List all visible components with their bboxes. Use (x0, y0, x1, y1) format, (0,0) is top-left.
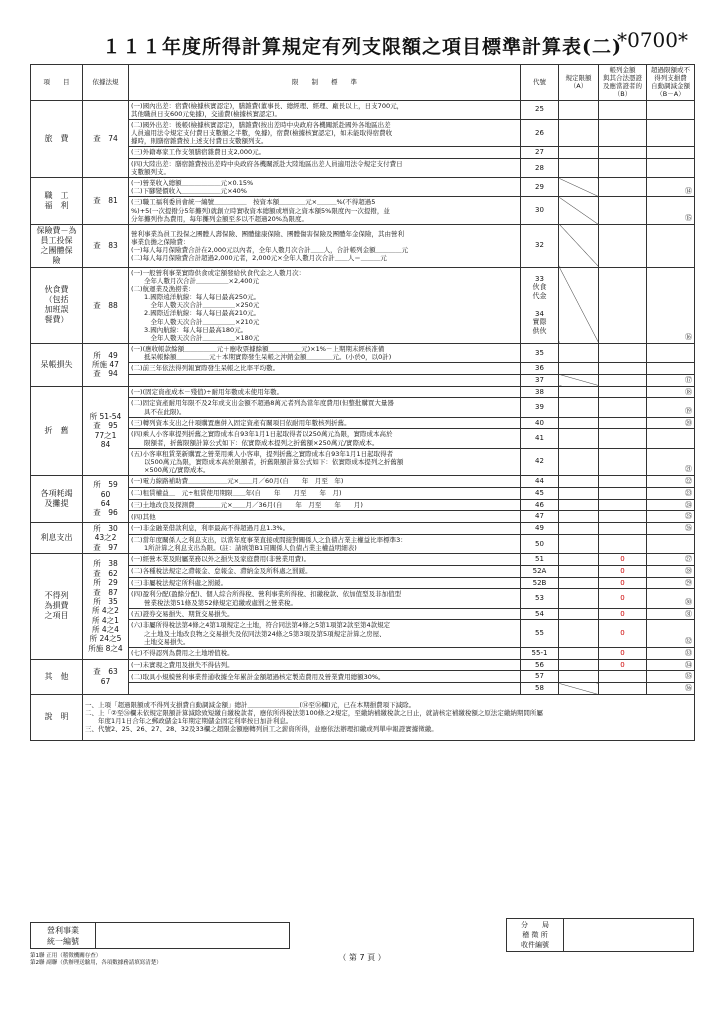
row-code: 47 (521, 511, 559, 523)
limit-amount-cell[interactable] (559, 267, 599, 343)
receipt-number-field[interactable] (564, 919, 694, 952)
booked-amount-cell[interactable] (599, 267, 647, 343)
excess-amount-cell[interactable] (647, 224, 695, 267)
booked-amount-cell[interactable] (599, 343, 647, 362)
limit-standard: (二)固定資產耐用年限不及2年或支出金額不超過8萬元者列為當年度費用(但整批購買大量器 具不在此限)。 (129, 398, 521, 417)
law-reference: 所 38 查 62 所 29 查 87 所 35 所 4之2 所 4之1 所 4之4 所 24之5 所施 8之4 (83, 554, 129, 659)
limit-standard: (四)其他 (129, 511, 521, 523)
booked-amount-cell[interactable]: 0 (599, 620, 647, 647)
excess-amount-cell[interactable]: ㉟ (647, 671, 695, 683)
item-category: 利息支出 (31, 523, 83, 554)
row-code: 46 (521, 499, 559, 511)
row-code: 37 (521, 374, 559, 386)
row-code: 55 (521, 620, 559, 647)
law-reference: 所 59 60 64 查 96 (83, 476, 129, 523)
booked-amount-cell[interactable] (599, 671, 647, 683)
limit-standard: (二)當年度關係人之利息支出，以當年度事業直接或間接對關係人之負債占業主權益比率標準3： 1所計算之利息支出為限。(註：請填第B1頁關係人負債占業主權益明細表) (129, 534, 521, 553)
law-reference: 所 49 所施 47 查 94 (83, 343, 129, 386)
law-reference: 查 63 67 (83, 659, 129, 694)
booked-amount-cell[interactable]: 0 (599, 554, 647, 566)
header-excess: 超過限額或不 得列支損費 自動調減金額 （B－A） (647, 65, 695, 101)
limit-amount-cell[interactable] (559, 577, 599, 589)
item-category: 其 他 (31, 659, 83, 694)
item-category: 伙食費 （包括 加班誤 餐費） (31, 267, 83, 343)
header-limit-a: 規定限額 （A） (559, 65, 599, 101)
booked-amount-cell[interactable] (599, 386, 647, 398)
limit-standard: (七)不得認列為費用之土地增值稅。 (129, 647, 521, 659)
booked-amount-cell[interactable]: 0 (599, 589, 647, 608)
table-row (31, 386, 695, 398)
limit-standard: (五)證券交易損失、期貨交易損失。 (129, 608, 521, 620)
table-row (31, 417, 695, 429)
table-row (31, 487, 695, 499)
limit-amount-cell[interactable] (559, 683, 599, 695)
law-reference: 查 81 (83, 178, 129, 225)
limit-amount-cell[interactable] (559, 119, 599, 146)
table-row (31, 647, 695, 659)
booked-amount-cell[interactable] (599, 534, 647, 553)
excess-amount-cell[interactable]: ㉙ (647, 577, 695, 589)
limit-amount-cell[interactable] (559, 374, 599, 386)
booked-amount-cell[interactable]: 0 (599, 577, 647, 589)
limit-amount-cell[interactable] (559, 523, 599, 535)
excess-amount-cell[interactable] (647, 343, 695, 362)
excess-amount-cell[interactable]: ㉚ (647, 589, 695, 608)
row-code: 42 (521, 448, 559, 475)
excess-amount-cell[interactable]: ㉞ (647, 659, 695, 671)
limit-standard: (四)乘人小客車提列折舊之實際成本自93年1月1日起取得者以250萬元為限，實際成本高於 限額者，折舊限額計算公式如下：依實際成本提列之折舊額×250萬元/實際成本。 (129, 429, 521, 448)
notes-text: 一、上項「超過限額或不得列支損費自動調減金額」總計＿＿＿＿＿＿＿＿(⑭至㊱欄)元，已在本期損費項下減除。 二、上「②至㊱欄未依規定限額計算減除致短繳自繳稅款者，應依所得稅法第100條之2規定，至繳納補繳稅款之日止，就請核定補繳稅額之原法定繳納期間所屬 年度1月1日合年之郵政儲金1年期定期儲金固定利率按日加計利息。 三、代號2、25、26、27、28、32及33欄之超限金額應轉列員工之薪資所得，並應依法辦理扣繳或列單申報證實據徵繳。 (83, 694, 695, 740)
table-row (31, 374, 695, 386)
limit-amount-cell[interactable] (559, 671, 599, 683)
limit-standard: (四)大陸出差：膳宿雜費按出差時中央政府各機關派赴大陸地區出差人員適用法令規定支付費日 支數額列支。 (129, 158, 521, 177)
table-row (31, 499, 695, 511)
row-code: 33 伙食 代金 34 實際 供伙 (521, 267, 559, 343)
header-item: 項 目 (31, 65, 83, 101)
excess-amount-cell[interactable]: ⑰ (647, 374, 695, 386)
booked-amount-cell[interactable]: 0 (599, 659, 647, 671)
row-code: 38 (521, 386, 559, 398)
row-code: 45 (521, 487, 559, 499)
row-code: 51 (521, 554, 559, 566)
limit-standard: (六)非屬所得稅法第4條之4第1項規定之土地，符合同法第4條之5第1項第2款至第4款規定 之土地及土地改良物之交易損失及依同法第24條之5第3項及第5項規定計算之房屋、 土地交易損失。 (129, 620, 521, 647)
limit-standard: (三)職工福利委員會統一編號＿＿＿＿＿ 按資本額＿＿＿＿元×＿＿＿%(不得超過5 %)+5(一次提撥分5年攤列)就創立時實收資本總額或增資之資本額5%限度內一次提撥，並 分年攤列作為費用，每年攤列金額至多以不超過20%為限度。 (129, 197, 521, 224)
item-category: 職 工 福 利 (31, 178, 83, 225)
excess-amount-cell[interactable]: ㉜ (647, 620, 695, 647)
table-row (31, 197, 695, 224)
limit-standard: (二)前三年依法得列報實際發生呆帳之比率平均數。 (129, 363, 521, 375)
booked-amount-cell[interactable]: 0 (599, 608, 647, 620)
form-title: １１１年度所得計算規定有列支限額之項目標準計算表(二) (102, 36, 622, 58)
row-code: 57 (521, 671, 559, 683)
booked-amount-cell[interactable] (599, 476, 647, 488)
excess-amount-cell[interactable] (647, 429, 695, 448)
booked-amount-cell[interactable] (599, 499, 647, 511)
limit-standard (129, 683, 521, 695)
excess-amount-cell[interactable]: ㉝ (647, 647, 695, 659)
limit-amount-cell[interactable] (559, 158, 599, 177)
limit-amount-cell[interactable] (559, 178, 599, 197)
limit-standard: (一)營業收入總額＿＿＿＿＿＿元×0.15% (二)下腳變價收入＿＿＿＿＿＿元×40% (129, 178, 521, 197)
item-category: 呆帳損失 (31, 343, 83, 386)
limit-amount-cell[interactable] (559, 224, 599, 267)
business-id-field[interactable] (96, 923, 290, 949)
limit-standard: (四)盈利分配(盈餘分配)、個人綜合所得稅、營利事業所得稅、扣繳稅款、依加值型及非加值型 營業稅法第51條及第52條規定追繳或處罰之營業稅。 (129, 589, 521, 608)
booked-amount-cell[interactable] (599, 448, 647, 475)
booked-amount-cell[interactable] (599, 224, 647, 267)
receipt-box (506, 918, 694, 952)
table-row (31, 147, 695, 159)
item-category: 各項耗竭 及攤提 (31, 476, 83, 523)
limit-amount-cell[interactable] (559, 448, 599, 475)
page-number: （ 第 7 頁 ） (338, 953, 386, 962)
booked-amount-cell[interactable] (599, 374, 647, 386)
table-row (31, 511, 695, 523)
limit-amount-cell[interactable] (559, 363, 599, 375)
booked-amount-cell[interactable] (599, 398, 647, 417)
table-row (31, 523, 695, 535)
excess-amount-cell[interactable] (647, 158, 695, 177)
business-id-label: 營利事業 統一編號 (31, 923, 96, 949)
excess-amount-cell[interactable]: ⑮ (647, 197, 695, 224)
excess-amount-cell[interactable]: ㉑ (647, 448, 695, 475)
business-id-box (30, 922, 290, 949)
limit-standard: 營利事業為員工投保之團體人壽保險、團體健康保險、團體傷害保險及團體年金保險，其由營利 事業負擔之保險費： (一)每人每月保險費合計在2,000元以內者，全年人數月次合計＿＿人，合計帳列金額＿＿＿＿元 (二)每人每月保險費合計超過2,000元者，2,000元×全年人數月次合計＿＿人＝＿＿＿元 (129, 224, 521, 267)
limit-standard: (三)非屬稅法規定所科處之罰鍰。 (129, 577, 521, 589)
excess-amount-cell[interactable]: ㊱ (647, 683, 695, 695)
table-row (31, 267, 695, 343)
table-row (31, 683, 695, 695)
limit-standard: (二)取具小規模營利事業普通收據全年累計金額超過核定製造費用及營業費用總額30%。 (129, 671, 521, 683)
limit-standard: (三)外籍專家工作支領膳宿雜費日支2,000元。 (129, 147, 521, 159)
limit-standard: (二)租賃權益＿ 元÷租賃使用期限＿＿年(自 年 月至 年 月) (129, 487, 521, 499)
excess-amount-cell[interactable]: ⑱ (647, 386, 695, 398)
booked-amount-cell[interactable]: 0 (599, 647, 647, 659)
excess-amount-cell[interactable] (647, 534, 695, 553)
limit-amount-cell[interactable] (559, 147, 599, 159)
table-row (31, 158, 695, 177)
row-code: 50 (521, 534, 559, 553)
law-reference: 所 51-54 查 95 77之1 84 (83, 386, 129, 475)
row-code: 52B (521, 577, 559, 589)
limit-amount-cell[interactable] (559, 487, 599, 499)
row-code: 29 (521, 178, 559, 197)
excess-amount-cell[interactable]: ⑭ (647, 178, 695, 197)
header-law: 依據法規 (83, 65, 129, 101)
row-code: 30 (521, 197, 559, 224)
limit-amount-cell[interactable] (559, 386, 599, 398)
limit-amount-cell[interactable] (559, 417, 599, 429)
excess-amount-cell[interactable]: ㉖ (647, 523, 695, 535)
table-row (31, 620, 695, 647)
excess-amount-cell[interactable]: ⑲ (647, 398, 695, 417)
booked-amount-cell[interactable] (599, 683, 647, 695)
booked-amount-cell[interactable] (599, 511, 647, 523)
row-code: 49 (521, 523, 559, 535)
limit-standard: (一)經營本業及附屬業務以外之損失及家庭費用(非營業用費)。 (129, 554, 521, 566)
booked-amount-cell[interactable] (599, 487, 647, 499)
limit-amount-cell[interactable] (559, 343, 599, 362)
table-row (31, 448, 695, 475)
limit-standard: (五)小客車租賃業新購置之營業用乘人小客車，提列折舊之實際成本自93年1月1日起取得者 以500萬元為限，實際成本高於限額者，折舊限額計算公式如下：依實際成本提列之折舊額 ×500萬元/實際成本。 (129, 448, 521, 475)
row-code: 54 (521, 608, 559, 620)
limit-amount-cell[interactable] (559, 197, 599, 224)
row-code: 39 (521, 398, 559, 417)
limit-amount-cell[interactable] (559, 499, 599, 511)
row-code: 52A (521, 565, 559, 577)
row-code: 26 (521, 119, 559, 146)
excess-amount-cell[interactable]: ㉕ (647, 511, 695, 523)
row-code: 27 (521, 147, 559, 159)
excess-amount-cell[interactable]: ㉓ (647, 487, 695, 499)
excess-amount-cell[interactable]: ⑯ (647, 267, 695, 343)
table-row (31, 565, 695, 577)
table-row (31, 534, 695, 553)
copy-notes: 第1聯 正用（稽徵機關存查） 第2聯 副聯（供辦理送驗用，各項數據務請填寫清楚） (30, 953, 162, 967)
table-row (31, 119, 695, 146)
law-reference: 所 30 43之2 查 97 (83, 523, 129, 554)
limit-amount-cell[interactable] (559, 534, 599, 553)
booked-amount-cell[interactable] (599, 197, 647, 224)
limit-standard: (一)國內出差：宿費(檢據核實認定)，膳雜費(董事長、總經理、經理、廠長以上，日支700元， 其他職員日支600元免據)，交通費(檢據核實認定)。 (129, 100, 521, 119)
table-row (31, 659, 695, 671)
booked-amount-cell[interactable] (599, 429, 647, 448)
row-code: 25 (521, 100, 559, 119)
item-category: 保險費－為 員工投保 之團體保 險 (31, 224, 83, 267)
row-code: 35 (521, 343, 559, 362)
table-row (31, 100, 695, 119)
table-row (31, 589, 695, 608)
form-code: *0700* (617, 28, 688, 52)
header-standard: 限 制 標 準 (129, 65, 521, 101)
excess-amount-cell[interactable]: ㉘ (647, 565, 695, 577)
excess-amount-cell[interactable]: ㉗ (647, 554, 695, 566)
receipt-label: 分 局 稽 徵 所 收件編號 (507, 919, 564, 952)
notes-label: 說 明 (31, 694, 83, 740)
law-reference: 查 83 (83, 224, 129, 267)
row-code: 53 (521, 589, 559, 608)
row-code: 40 (521, 417, 559, 429)
table-row (31, 224, 695, 267)
limit-standard: (一)電力線路補助費＿＿＿＿＿＿元×＿＿月／60月(自 年 月至 年) (129, 476, 521, 488)
limit-amount-cell[interactable] (559, 554, 599, 566)
limit-standard: (一)(應收帳款餘額＿＿＿＿＿元＋應收票據餘額＿＿＿＿＿元)×1%－上期期末經核准備 抵呆帳餘額＿＿＿＿＿元＋本期實際發生呆帳之沖銷金額＿＿＿＿元。(小於0，以0計) (129, 343, 521, 362)
limit-amount-cell[interactable] (559, 398, 599, 417)
table-row (31, 178, 695, 197)
item-category: 折 舊 (31, 386, 83, 475)
row-code: 55-1 (521, 647, 559, 659)
excess-amount-cell[interactable]: ㉔ (647, 499, 695, 511)
booked-amount-cell[interactable] (599, 100, 647, 119)
booked-amount-cell[interactable] (599, 417, 647, 429)
table-row (31, 343, 695, 362)
limit-standard: (一)非金融業借款利息，利率最高不得超過月息1.3%。 (129, 523, 521, 535)
header-code: 代號 (521, 65, 559, 101)
limit-amount-cell[interactable] (559, 608, 599, 620)
limit-amount-cell[interactable] (559, 429, 599, 448)
row-code: 36 (521, 363, 559, 375)
limit-amount-cell[interactable] (559, 565, 599, 577)
limit-amount-cell[interactable] (559, 511, 599, 523)
limit-amount-cell[interactable] (559, 647, 599, 659)
limit-standard: (一)一般營利事業實際供食或定額發給伙食代金之人數月次： 全年人數月次合計＿＿＿＿＿×2,400元 (二)航運業及漁撈業： 1.國際遠洋航線：每人每日最高250元。 全年人數天次合計＿＿＿＿＿×250元 2.國際近洋航線：每人每日最高210元。 全年人數天次合計＿＿＿＿＿×210元 3.國內航線：每人每日最高180元。 全年人數天次合計＿＿＿＿＿×180元 (129, 267, 521, 343)
row-code: 58 (521, 683, 559, 695)
limit-amount-cell[interactable] (559, 620, 599, 647)
limit-standard: (三)轉列資本支出之什項購置應併入固定資產有關項目依耐用年數核列折舊。 (129, 417, 521, 429)
limit-standard: (二)國外出差：後帳(檢據核實認定)，膳雜費(按出差時中央政府各機關派赴國外各地區出差 人員適用法令規定支付費日支數額之半數，免據)，宿費(檢據核實認定)，如未能取得宿費收 據時，則膳宿雜費按上述支付費日支數額列支。 (129, 119, 521, 146)
table-row (31, 363, 695, 375)
limit-amount-cell[interactable] (559, 659, 599, 671)
excess-amount-cell[interactable] (647, 147, 695, 159)
header-booked-b: 帳列金額 與其合法憑證 及應當證者的 （B） (599, 65, 647, 101)
table-row (31, 577, 695, 589)
item-category: 不得列 為損費 之項目 (31, 554, 83, 659)
limit-standard (129, 374, 521, 386)
excess-amount-cell[interactable]: ㉒ (647, 476, 695, 488)
row-code: 28 (521, 158, 559, 177)
booked-amount-cell[interactable] (599, 158, 647, 177)
booked-amount-cell[interactable] (599, 523, 647, 535)
excess-amount-cell[interactable] (647, 100, 695, 119)
excess-amount-cell[interactable] (647, 363, 695, 375)
row-code: 44 (521, 476, 559, 488)
excess-amount-cell[interactable]: ⑳ (647, 417, 695, 429)
table-row (31, 476, 695, 488)
limit-standard: (三)土地改良及探測費＿＿＿＿元×＿＿月／36月(自 年 月至 年 月) (129, 499, 521, 511)
law-reference: 查 74 (83, 100, 129, 178)
limit-standard: (一)未實現之費用及損失不得估列。 (129, 659, 521, 671)
booked-amount-cell[interactable] (599, 363, 647, 375)
excess-amount-cell[interactable] (647, 119, 695, 146)
table-row (31, 554, 695, 566)
limit-amount-cell[interactable] (559, 476, 599, 488)
row-code: 41 (521, 429, 559, 448)
limit-amount-cell[interactable] (559, 589, 599, 608)
calculation-table (30, 64, 695, 741)
booked-amount-cell[interactable] (599, 178, 647, 197)
limit-amount-cell[interactable] (559, 100, 599, 119)
table-row (31, 429, 695, 448)
law-reference: 查 88 (83, 267, 129, 343)
row-code: 32 (521, 224, 559, 267)
item-category: 旅 費 (31, 100, 83, 178)
limit-standard: (二)各種稅法規定之滯報金、怠報金、滯納金及所科處之罰鍰。 (129, 565, 521, 577)
booked-amount-cell[interactable] (599, 119, 647, 146)
table-row (31, 671, 695, 683)
booked-amount-cell[interactable] (599, 147, 647, 159)
table-row (31, 398, 695, 417)
row-code: 56 (521, 659, 559, 671)
limit-standard: (一)(固定資產成本－殘值)÷耐用年數或未使用年數。 (129, 386, 521, 398)
table-row (31, 608, 695, 620)
booked-amount-cell[interactable]: 0 (599, 565, 647, 577)
excess-amount-cell[interactable]: ㉛ (647, 608, 695, 620)
